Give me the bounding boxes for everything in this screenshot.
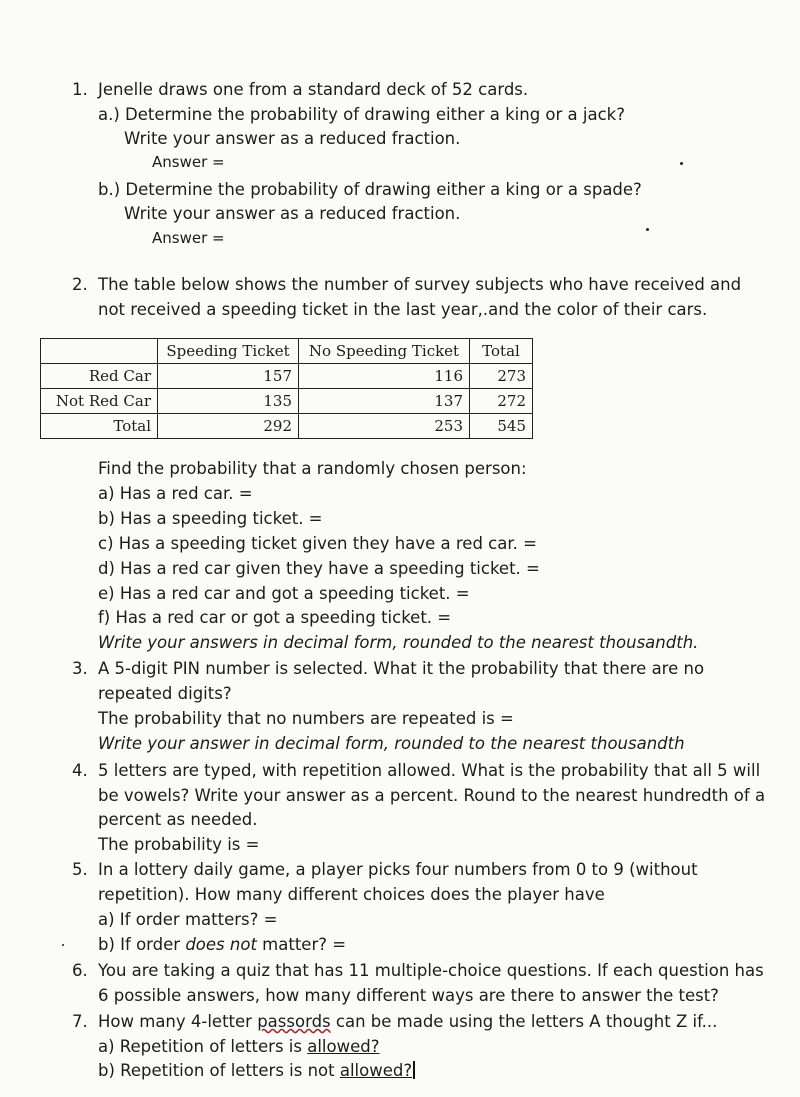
- q4-line1: 5 letters are typed, with repetition allowed. What is the probability that all 5 will: [98, 761, 761, 780]
- row-label: Total: [41, 414, 158, 439]
- q1-number: 1.: [72, 80, 88, 99]
- q1-b-instruction: Write your answer as a reduced fraction.: [124, 204, 461, 223]
- q4-number: 4.: [72, 761, 88, 780]
- table-cell: 292: [158, 414, 299, 439]
- table-cell: 545: [470, 414, 533, 439]
- q5-part-a: a) If order matters? =: [98, 910, 278, 929]
- table-cell: 253: [299, 414, 470, 439]
- table-header-cell: No Speeding Ticket: [299, 339, 470, 364]
- q6-line1: You are taking a quiz that has 11 multiple-choice questions. If each question has: [98, 961, 764, 980]
- q2-part-c: c) Has a speeding ticket given they have a red car. =: [98, 534, 537, 553]
- q7-post: can be made using the letters A thought Z if...: [330, 1012, 718, 1031]
- q2-line2: not received a speeding ticket in the last year,.and the color of their cars.: [98, 300, 708, 319]
- stray-mark: [62, 944, 64, 946]
- stray-mark: [646, 228, 649, 231]
- q2-part-b: b) Has a speeding ticket. =: [98, 509, 323, 528]
- q1-a-text: a.) Determine the probability of drawing either a king or a jack?: [98, 105, 625, 124]
- q7-part-a: [98, 1036, 380, 1058]
- stray-mark: [680, 162, 683, 165]
- q4-answer: The probability is =: [98, 835, 260, 854]
- q5-line1: In a lottery daily game, a player picks four numbers from 0 to 9 (without: [98, 860, 698, 879]
- q7-text: [98, 1011, 717, 1033]
- q7-part-b: [98, 1060, 415, 1082]
- q2-part-a: a) Has a red car. =: [98, 484, 253, 503]
- q1-a-instruction: Write your answer as a reduced fraction.: [124, 129, 461, 148]
- q1-text: Jenelle draws one from a standard deck of 52 cards.: [98, 80, 529, 99]
- table-header-cell: Speeding Ticket: [158, 339, 299, 364]
- table-header-cell: Total: [470, 339, 533, 364]
- q7-number: 7.: [72, 1012, 88, 1031]
- table-cell: 137: [299, 389, 470, 414]
- q7-pre: How many 4-letter: [98, 1012, 258, 1031]
- table-cell: 157: [158, 364, 299, 389]
- q1-a-answer: Answer =: [152, 153, 225, 171]
- q7-a-pre: a) Repetition of letters is: [98, 1037, 308, 1056]
- q2-number: 2.: [72, 275, 88, 294]
- survey-table: [40, 338, 533, 439]
- q3-number: 3.: [72, 659, 88, 678]
- q5-line2: repetition). How many different choices does the player have: [98, 885, 605, 904]
- table-header-cell: [41, 339, 158, 364]
- q7-b-link[interactable]: allowed?: [339, 1061, 413, 1080]
- text-cursor: [413, 1061, 415, 1079]
- q3-line1: A 5-digit PIN number is selected. What it the probability that there are no: [98, 659, 705, 678]
- q2-line1: The table below shows the number of survey subjects who have received and: [98, 275, 742, 294]
- q4-line2: be vowels? Write your answer as a percent. Round to the nearest hundredth of a: [98, 786, 766, 805]
- q1-b-answer: Answer =: [152, 229, 225, 247]
- table-row: [41, 414, 533, 439]
- q2-part-e: e) Has a red car and got a speeding ticket. =: [98, 584, 470, 603]
- q2-part-f: f) Has a red car or got a speeding ticket. =: [98, 608, 452, 627]
- row-label: Not Red Car: [41, 389, 158, 414]
- table-cell: 116: [299, 364, 470, 389]
- table-row: [41, 364, 533, 389]
- q3-answer: The probability that no numbers are repeated is =: [98, 709, 514, 728]
- q3-line2: repeated digits?: [98, 684, 232, 703]
- table-cell: 272: [470, 389, 533, 414]
- table-row: [41, 389, 533, 414]
- q5-part-b: [98, 934, 346, 956]
- q1-b-text: b.) Determine the probability of drawing either a king or a spade?: [98, 180, 642, 199]
- row-label: Red Car: [41, 364, 158, 389]
- q6-line2: 6 possible answers, how many different ways are there to answer the test?: [98, 986, 719, 1005]
- q3-instruction: Write your answer in decimal form, rounded to the nearest thousandth: [98, 734, 685, 753]
- q5-b-post: matter? =: [256, 935, 347, 954]
- q5-b-emphasis: does not: [185, 935, 257, 954]
- q2-part-d: d) Has a red car given they have a speeding ticket. =: [98, 559, 540, 578]
- table-cell: 273: [470, 364, 533, 389]
- q2-prompt: Find the probability that a randomly chosen person:: [98, 459, 527, 478]
- q6-number: 6.: [72, 961, 88, 980]
- q5-number: 5.: [72, 860, 88, 879]
- table-header-row: [41, 339, 533, 364]
- q7-a-link[interactable]: allowed?: [307, 1037, 380, 1056]
- q7-typo: passords: [257, 1012, 331, 1031]
- q2-instruction: Write your answers in decimal form, rounded to the nearest thousandth.: [98, 633, 699, 652]
- q4-line3: percent as needed.: [98, 810, 258, 829]
- q5-b-pre: b) If order: [98, 935, 186, 954]
- q7-b-pre: b) Repetition of letters is not: [98, 1061, 340, 1080]
- table-cell: 135: [158, 389, 299, 414]
